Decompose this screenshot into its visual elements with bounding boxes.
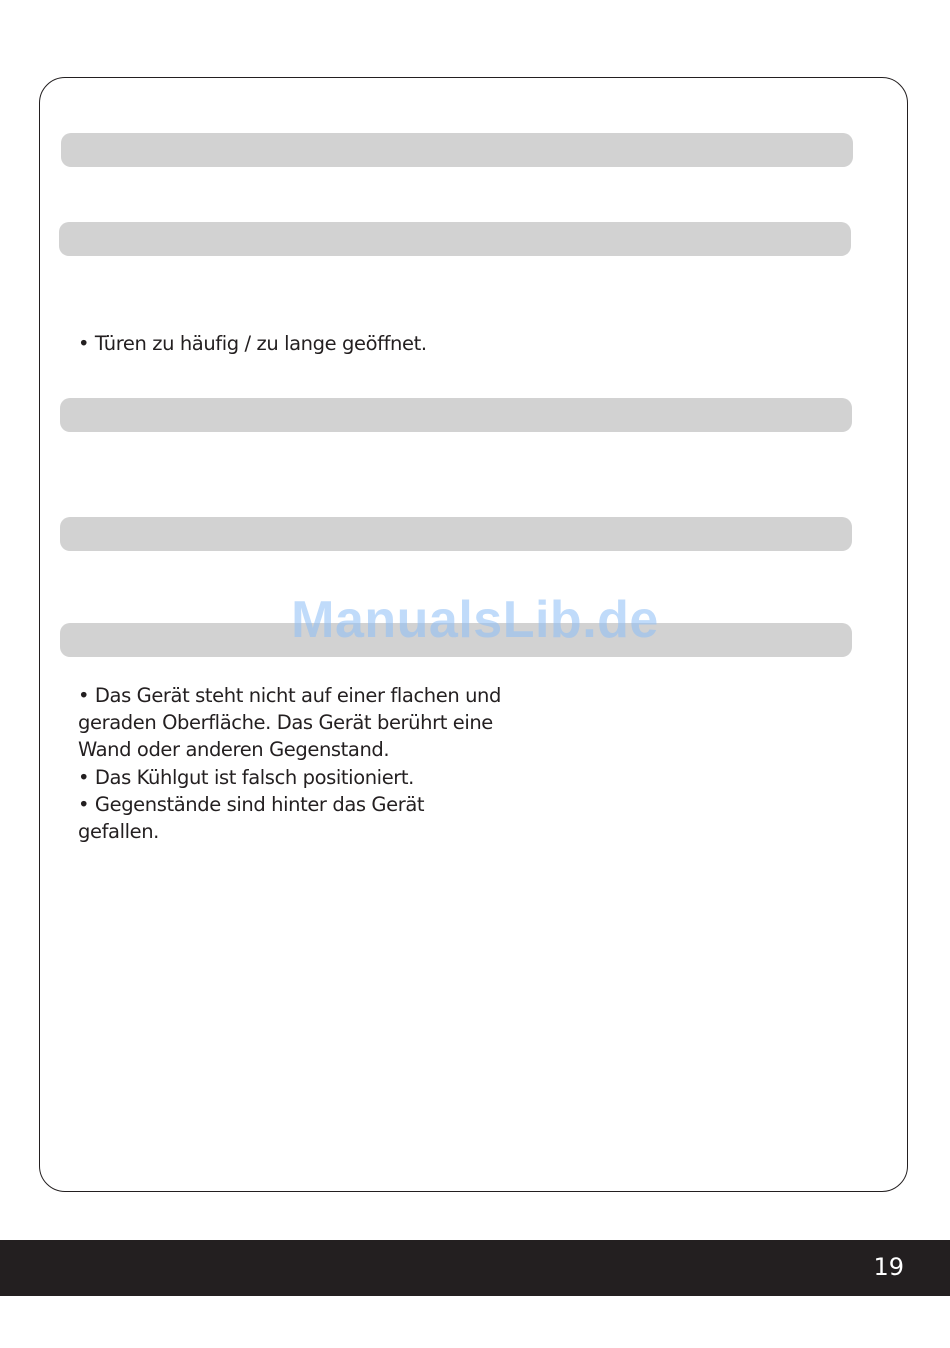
noise-causes-list (78, 682, 501, 845)
section-header-bar (60, 517, 852, 551)
list-line: gefallen. (78, 820, 159, 844)
list-line: geraden Oberfläche. Das Gerät berührt eine (78, 711, 493, 735)
list-line: • Gegenstände sind hinter das Gerät (78, 792, 425, 816)
watermark: ManualsLib.de (291, 591, 659, 649)
footer-bar (0, 1240, 950, 1296)
section-header-bar (59, 222, 851, 256)
section-header-bar (61, 133, 853, 167)
bullet-doors-open: • Türen zu häufig / zu lange geöffnet. (78, 332, 427, 355)
section-header-bar (60, 398, 852, 432)
list-line: • Das Kühlgut ist falsch positioniert. (78, 765, 414, 789)
list-line: • Das Gerät steht nicht auf einer flachen und (78, 684, 501, 707)
list-line: Wand oder anderen Gegenstand. (78, 738, 390, 762)
page-number: 19 (873, 1253, 904, 1281)
